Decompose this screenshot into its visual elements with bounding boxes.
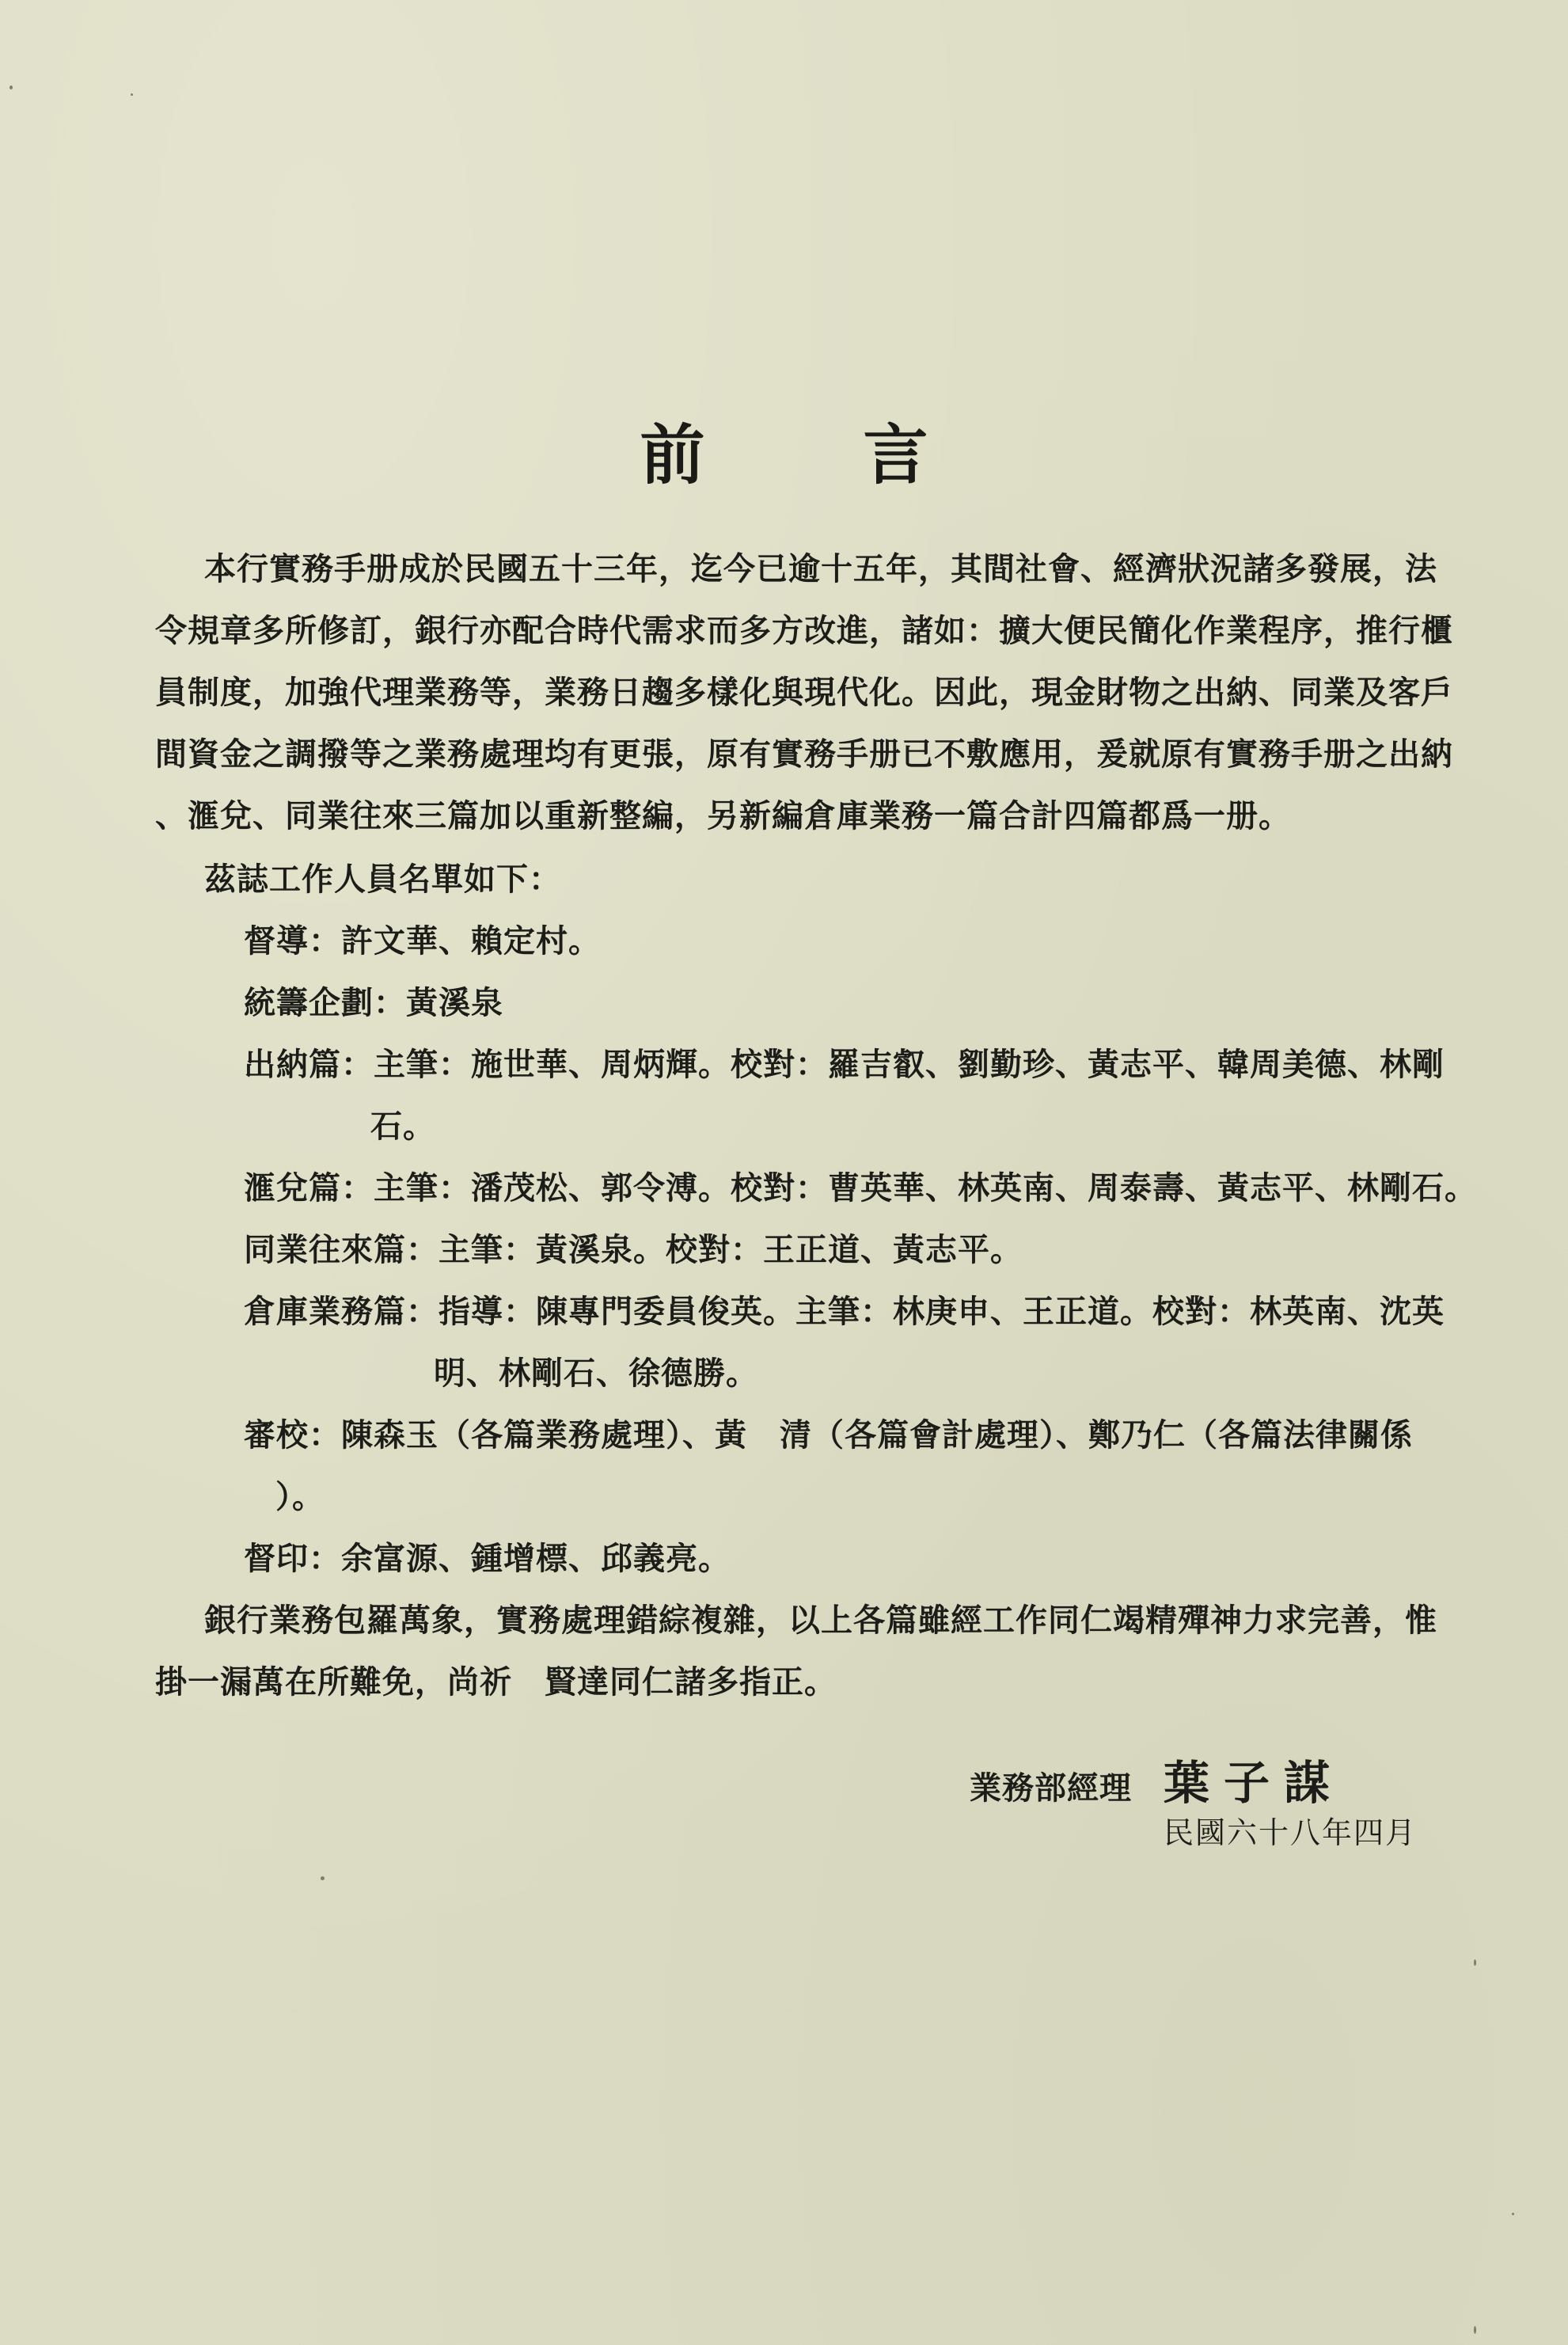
document-body (155, 538, 1477, 1713)
staff-label: 出納篇： (244, 1047, 374, 1083)
staff-value-continued: 明、林剛石、徐德勝。 (434, 1355, 758, 1392)
closing-line: 銀行業務包羅萬象，實務處理錯綜複雜，以上各篇雖經工作同仁竭精殫神力求完善，惟 (204, 1602, 1437, 1639)
staff-item-planning (244, 972, 1453, 1034)
paper-speck (1474, 1959, 1476, 1966)
staff-item-cashier (244, 1034, 1453, 1157)
paper-speck (1512, 2213, 1514, 2215)
staff-value: 主筆：黃溪泉。校對：王正道、黃志平。 (439, 1232, 1023, 1268)
intro-line: 間資金之調撥等之業務處理均有更張，原有實務手册已不敷應用，爰就原有實務手册之出納 (155, 736, 1453, 773)
intro-line: 、滙兌、同業往來三篇加以重新整編，另新編倉庫業務一篇合計四篇都爲一册。 (155, 798, 1291, 834)
staff-item-remittance (244, 1157, 1477, 1219)
staff-value: 余富源、鍾增標、邱義亮。 (341, 1541, 731, 1577)
paper-speck (131, 93, 133, 96)
staff-item-supervision (244, 910, 1453, 972)
staff-item-printing (244, 1528, 1453, 1590)
signature-date: 民國六十八年四月 (1164, 1815, 1418, 1850)
staff-value: 黃溪泉 (406, 985, 503, 1021)
staff-value: 許文華、賴定村。 (341, 923, 601, 960)
signer-title: 業務部經理 (970, 1770, 1132, 1807)
staff-list (155, 910, 1477, 1590)
staff-label: 倉庫業務篇： (244, 1294, 439, 1330)
page-title (0, 404, 1568, 496)
closing-line: 掛一漏萬在所難免，尚祈 賢達同仁諸多指正。 (155, 1664, 837, 1701)
paper-speck (321, 1876, 325, 1880)
intro-line: 本行實務手册成於民國五十三年，迄今已逾十五年，其間社會、經濟狀況諸多發展，法 (204, 551, 1437, 587)
signer-name: 葉子謀 (1164, 1756, 1345, 1810)
staff-intro: 茲誌工作人員名單如下： (204, 861, 561, 898)
intro-line: 令規章多所修訂，銀行亦配合時代需求而多方改進，諸如：擴大便民簡化作業程序，推行櫃 (155, 613, 1453, 649)
paper-speck (1474, 2326, 1476, 2334)
staff-value: 指導：陳專門委員俊英。主筆：林庚申、王正道。校對：林英南、沈英 (439, 1294, 1445, 1330)
title-char-1: 前 (640, 416, 705, 493)
staff-label: 督印： (244, 1541, 341, 1577)
staff-item-review (244, 1404, 1453, 1528)
staff-label: 審校： (244, 1417, 341, 1454)
signature-block (970, 1746, 1344, 1812)
staff-label: 同業往來篇： (244, 1232, 439, 1268)
intro-line: 員制度，加強代理業務等，業務日趨多樣化與現代化。因此，現金財物之出納、同業及客戶 (155, 675, 1453, 711)
staff-value-continued: 石。 (370, 1108, 435, 1145)
staff-label: 督導： (244, 923, 341, 960)
staff-label: 滙兌篇： (244, 1170, 374, 1207)
staff-item-warehouse (244, 1281, 1453, 1404)
staff-value-continued: ）。 (275, 1479, 325, 1515)
staff-value: 主筆：施世華、周炳輝。校對：羅吉叡、劉勤珍、黃志平、韓周美德、林剛 (374, 1047, 1445, 1083)
closing-paragraph (155, 1590, 1453, 1713)
staff-value: 陳森玉（各篇業務處理）、黃 清（各篇會計處理）、鄭乃仁（各篇法律關係 (341, 1417, 1413, 1454)
staff-value: 主筆：潘茂松、郭令溥。校對：曹英華、林英南、周泰壽、黃志平、林剛石。 (374, 1170, 1477, 1207)
intro-paragraph (155, 538, 1453, 847)
staff-item-interbank (244, 1219, 1453, 1281)
paper-speck (9, 86, 13, 89)
staff-label: 統籌企劃： (244, 985, 406, 1021)
title-char-2: 言 (863, 416, 928, 493)
